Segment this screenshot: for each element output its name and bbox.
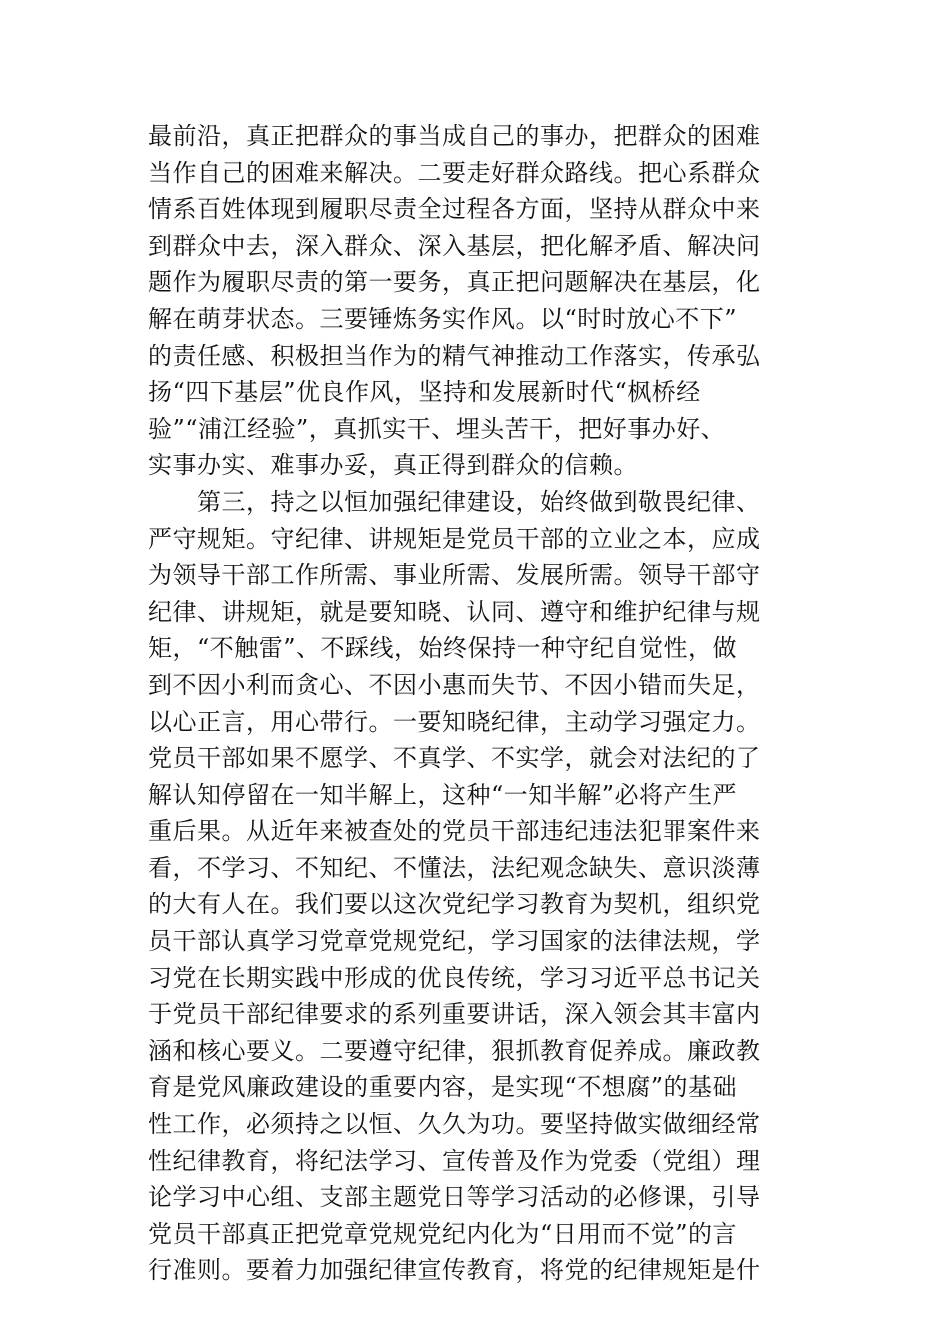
text-line: 纪律、讲规矩，就是要知晓、认同、遵守和维护纪律与规 bbox=[148, 597, 761, 626]
text-line: 题作为履职尽责的第一要务，真正把问题解决在基层，化 bbox=[148, 268, 761, 297]
text-line: 解认知停留在一知半解上，这种“一知半解”必将产生严 bbox=[148, 780, 738, 809]
text-line: 的责任感、积极担当作为的精气神推动工作落实，传承弘 bbox=[148, 341, 761, 370]
text-line: 于党员干部纪律要求的系列重要讲话，深入领会其丰富内 bbox=[148, 1000, 761, 1029]
text-line: 当作自己的困难来解决。二要走好群众路线。把心系群众 bbox=[148, 158, 761, 187]
text-line: 性纪律教育，将纪法学习、宣传普及作为党委（党组）理 bbox=[148, 1146, 761, 1175]
text-line: 矩，“不触雷”、不踩线，始终保持一种守纪自觉性，做 bbox=[148, 634, 738, 663]
text-line: 到群众中去，深入群众、深入基层，把化解矛盾、解决问 bbox=[148, 231, 761, 260]
text-line: 员干部认真学习党章党规党纪，学习国家的法律法规，学 bbox=[148, 927, 761, 956]
text-line: 严守规矩。守纪律、讲规矩是党员干部的立业之本，应成 bbox=[148, 524, 761, 553]
text-line: 解在萌芽状态。三要锤炼务实作风。以“时时放心不下” bbox=[148, 304, 738, 333]
text-line: 涵和核心要义。二要遵守纪律，狠抓教育促养成。廉政教 bbox=[148, 1036, 761, 1065]
text-line: 党员干部真正把党章党规党纪内化为“日用而不觉”的言 bbox=[148, 1219, 738, 1248]
text-line: 习党在长期实践中形成的优良传统，学习习近平总书记关 bbox=[148, 963, 761, 992]
text-line: 为领导干部工作所需、事业所需、发展所需。领导干部守 bbox=[148, 561, 761, 590]
text-line: 行准则。要着力加强纪律宣传教育，将党的纪律规矩是什 bbox=[148, 1256, 761, 1285]
body-text bbox=[148, 118, 808, 1289]
text-line: 育是党风廉政建设的重要内容，是实现“不想腐”的基础 bbox=[148, 1073, 738, 1102]
text-line: 性工作，必须持之以恒、久久为功。要坚持做实做细经常 bbox=[148, 1110, 761, 1139]
paragraph-start-line: 第三，持之以恒加强纪律建设，始终做到敬畏纪律、 bbox=[148, 487, 761, 516]
text-line: 看，不学习、不知纪、不懂法，法纪观念缺失、意识淡薄 bbox=[148, 853, 761, 882]
text-line: 以心正言，用心带行。一要知晓纪律，主动学习强定力。 bbox=[148, 707, 761, 736]
text-line: 最前沿，真正把群众的事当成自己的事办，把群众的困难 bbox=[148, 122, 761, 150]
text-line: 党员干部如果不愿学、不真学、不实学，就会对法纪的了 bbox=[148, 744, 761, 773]
text-line: 验”“浦江经验”，真抓实干、埋头苦干，把好事办好、 bbox=[148, 414, 726, 443]
text-line: 重后果。从近年来被查处的党员干部违纪违法犯罪案件来 bbox=[148, 817, 761, 846]
text-line: 到不因小利而贪心、不因小惠而失节、不因小错而失足， bbox=[148, 670, 761, 699]
text-line: 情系百姓体现到履职尽责全过程各方面，坚持从群众中来 bbox=[148, 195, 761, 224]
text-line: 实事办实、难事办妥，真正得到群众的信赖。 bbox=[148, 451, 638, 480]
text-line: 扬“四下基层”优良作风，坚持和发展新时代“枫桥经 bbox=[148, 378, 701, 407]
text-line: 论学习中心组、支部主题党日等学习活动的必修课，引导 bbox=[148, 1183, 761, 1212]
text-line: 的大有人在。我们要以这次党纪学习教育为契机，组织党 bbox=[148, 890, 761, 919]
